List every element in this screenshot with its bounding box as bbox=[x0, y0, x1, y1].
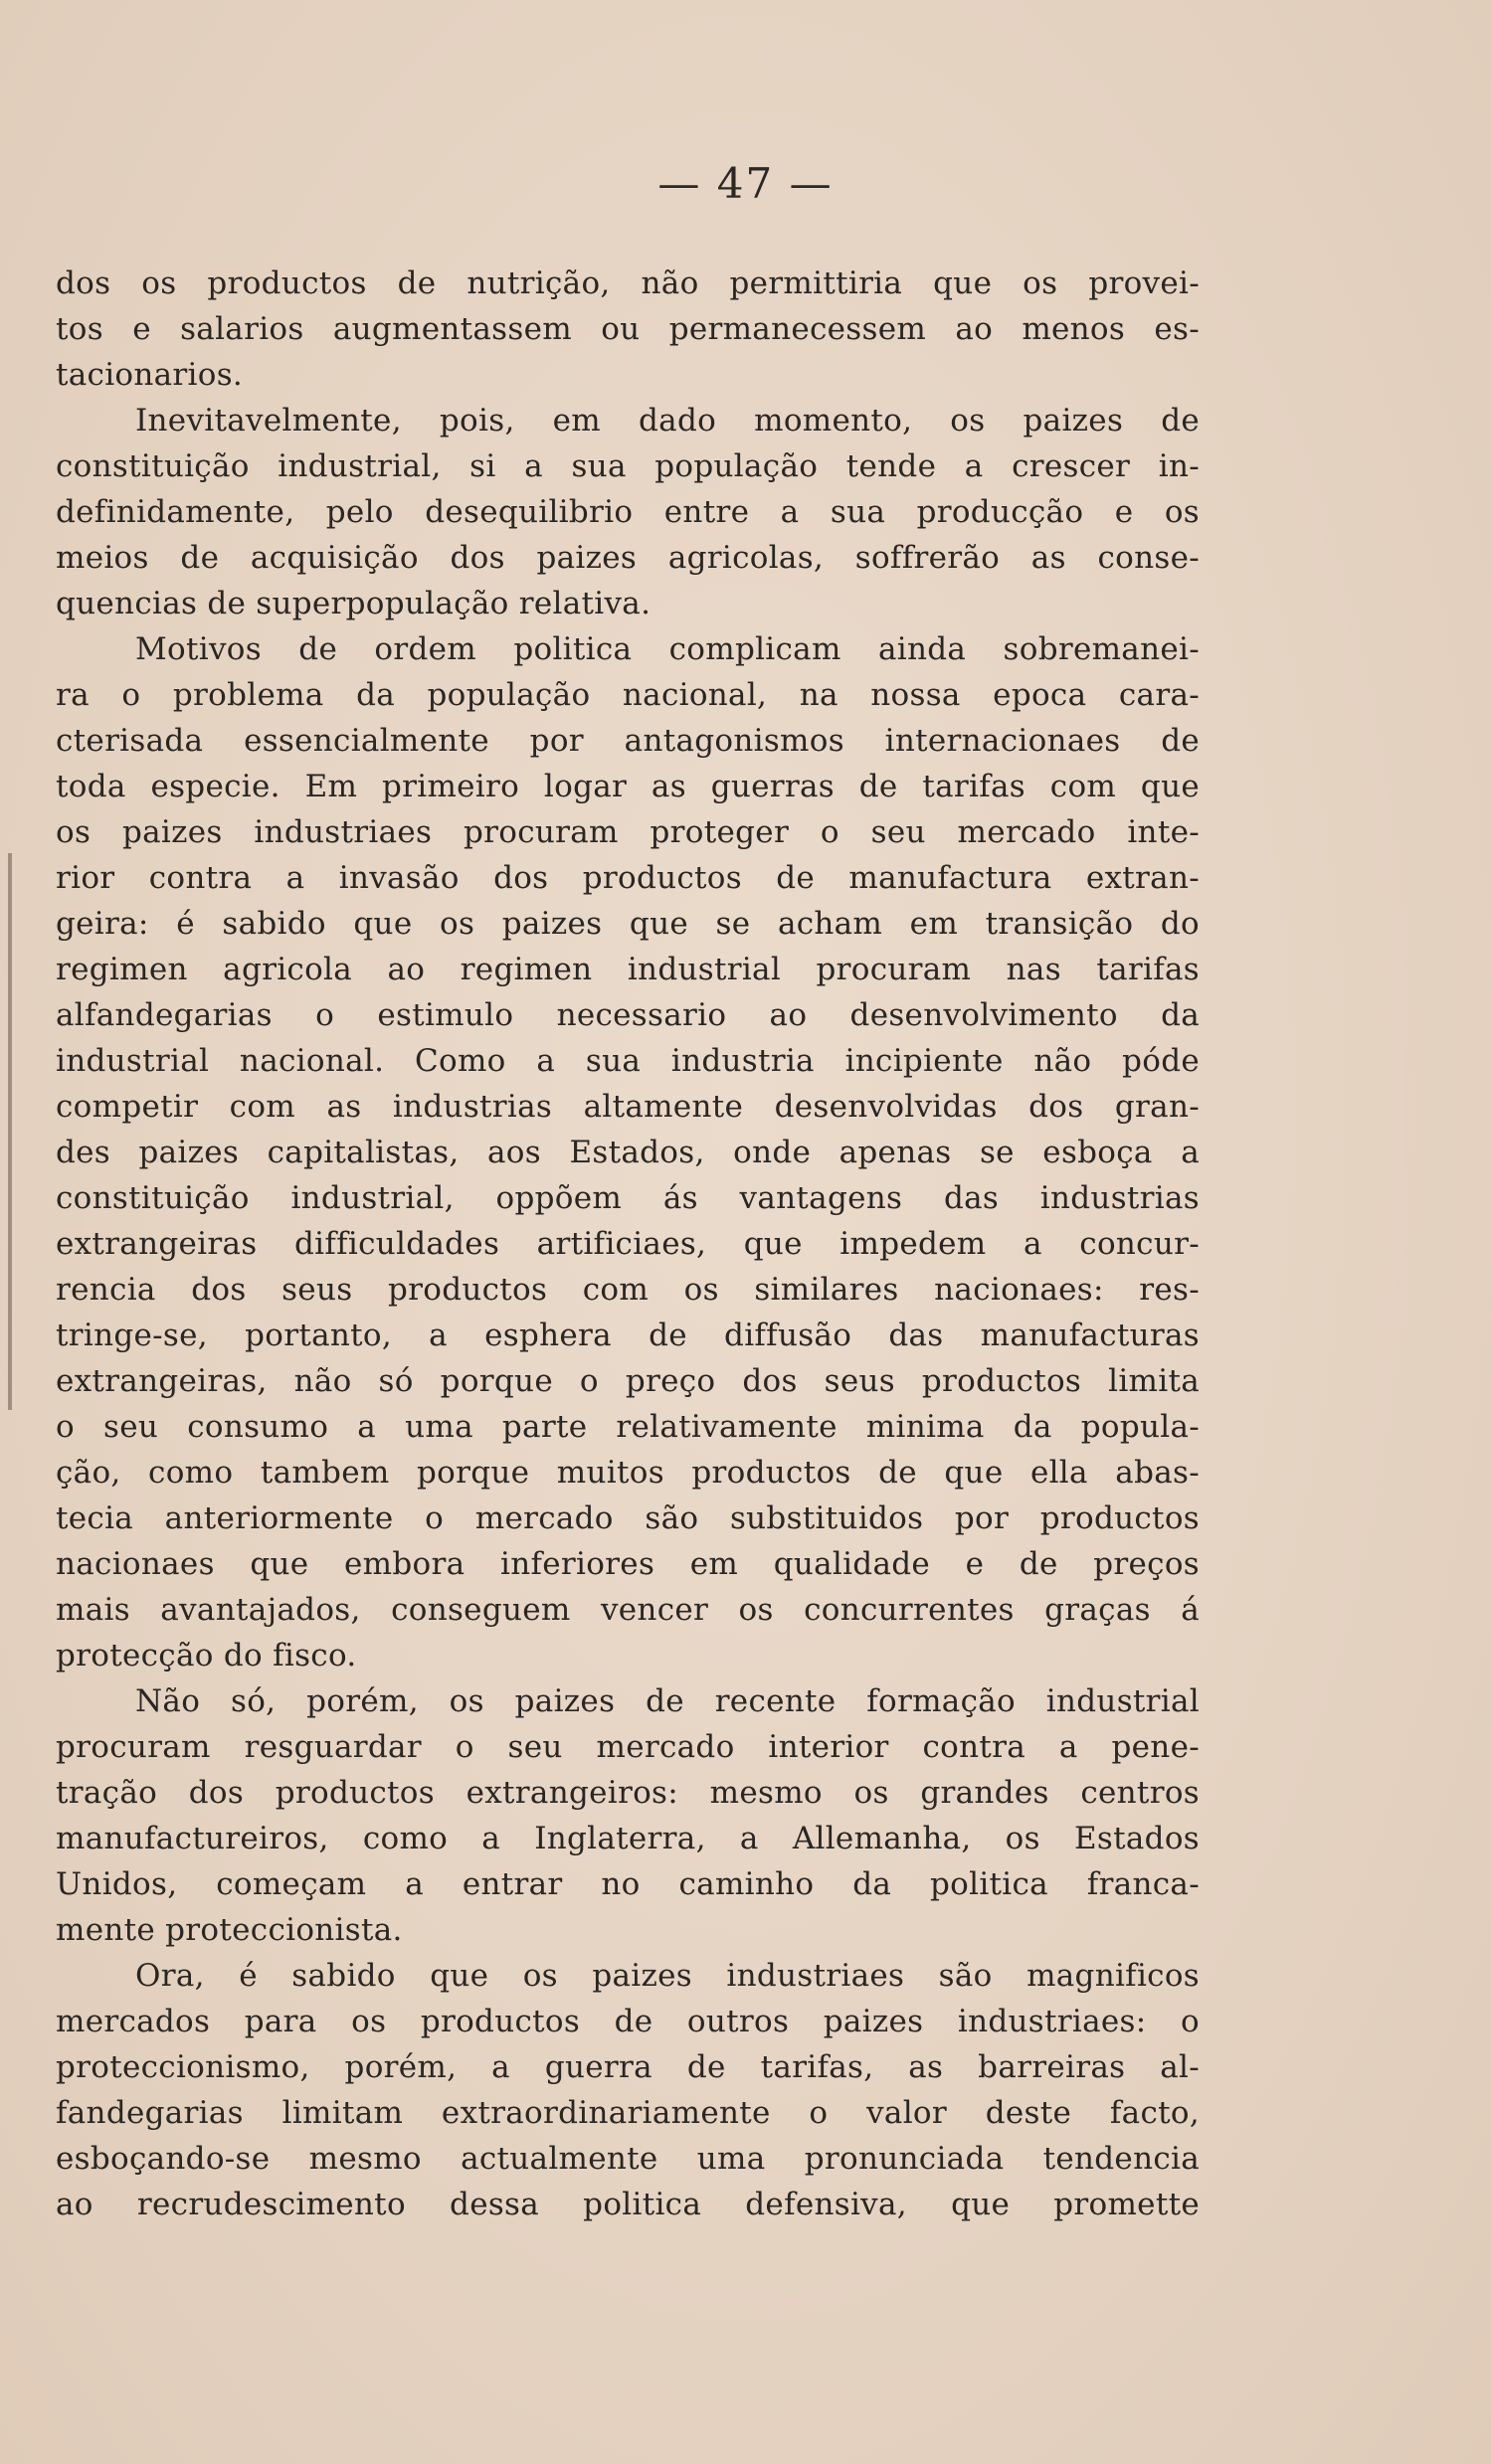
text-line: mente proteccionista. bbox=[56, 1912, 403, 1948]
text-line: os paizes industriaes procuram proteger o seu mercado inte- bbox=[56, 814, 1200, 850]
text-line: ra o problema da população nacional, na nossa epoca cara- bbox=[56, 677, 1200, 713]
text-line: protecção do fisco. bbox=[56, 1638, 357, 1673]
page-number: — 47 — bbox=[657, 159, 834, 208]
text-line: procuram resguardar o seu mercado interior contra a pene- bbox=[56, 1729, 1200, 1765]
text-line: Unidos, começam a entrar no caminho da politica franca- bbox=[56, 1866, 1200, 1902]
text-line: ção, como tambem porque muitos productos de que ella abas- bbox=[56, 1455, 1200, 1491]
text-line: manufactureiros, como a Inglaterra, a Allemanha, os Estados bbox=[56, 1821, 1200, 1856]
text-line: meios de acquisição dos paizes agricolas, soffrerão as conse- bbox=[56, 540, 1200, 576]
text-line: mais avantajados, conseguem vencer os concurrentes graças á bbox=[56, 1592, 1200, 1628]
text-line: tecia anteriormente o mercado são substituidos por productos bbox=[56, 1500, 1200, 1536]
text-line: esboçando-se mesmo actualmente uma pronunciada tendencia bbox=[56, 2141, 1200, 2177]
text-line: rencia dos seus productos com os similares nacionaes: res- bbox=[56, 1272, 1200, 1308]
text-line: tos e salarios augmentassem ou permanecessem ao menos es- bbox=[56, 311, 1200, 347]
text-line: tração dos productos extrangeiros: mesmo os grandes centros bbox=[56, 1775, 1200, 1811]
text-line: rior contra a invasão dos productos de manufactura extran- bbox=[56, 860, 1200, 896]
text-line: toda especie. Em primeiro logar as guerras de tarifas com que bbox=[56, 769, 1200, 804]
text-line: tringe-se, portanto, a esphera de diffusão das manufacturas bbox=[56, 1318, 1200, 1353]
text-line: proteccionismo, porém, a guerra de tarifas, as barreiras al- bbox=[56, 2049, 1200, 2085]
text-line: mercados para os productos de outros paizes industriaes: o bbox=[56, 2004, 1200, 2039]
text-line: constituição industrial, oppõem ás vantagens das industrias bbox=[56, 1180, 1200, 1216]
margin-mark-bar bbox=[8, 853, 12, 1410]
text-line: extrangeiras difficuldades artificiaes, que impedem a concur- bbox=[56, 1226, 1200, 1262]
margin-mark bbox=[4, 853, 14, 1410]
text-line: quencias de superpopulação relativa. bbox=[56, 586, 652, 621]
text-line: Não só, porém, os paizes de recente formação industrial bbox=[135, 1683, 1200, 1719]
text-line: definidamente, pelo desequilibrio entre a sua producção e os bbox=[56, 494, 1200, 530]
text-line: constituição industrial, si a sua população tende a crescer in- bbox=[56, 448, 1200, 484]
text-line: Motivos de ordem politica complicam ainda sobremanei- bbox=[135, 631, 1200, 667]
text-line: fandegarias limitam extraordinariamente o valor deste facto, bbox=[56, 2095, 1200, 2131]
text-line: extrangeiras, não só porque o preço dos seus productos limita bbox=[56, 1363, 1200, 1399]
text-line: industrial nacional. Como a sua industria incipiente não póde bbox=[56, 1043, 1200, 1079]
text-line: Inevitavelmente, pois, em dado momento, os paizes de bbox=[135, 403, 1200, 439]
text-line: ao recrudescimento dessa politica defensiva, que promette bbox=[56, 2187, 1200, 2222]
text-line: regimen agricola ao regimen industrial procuram nas tarifas bbox=[56, 952, 1200, 987]
text-line: o seu consumo a uma parte relativamente minima da popula- bbox=[56, 1409, 1200, 1445]
text-line: dos os productos de nutrição, não permittiria que os provei- bbox=[56, 265, 1200, 301]
text-line: alfandegarias o estimulo necessario ao desenvolvimento da bbox=[56, 997, 1200, 1033]
body-text bbox=[56, 261, 1200, 2227]
text-line: des paizes capitalistas, aos Estados, onde apenas se esboça a bbox=[56, 1135, 1200, 1170]
text-line: geira: é sabido que os paizes que se acham em transição do bbox=[56, 906, 1200, 942]
text-line: nacionaes que embora inferiores em qualidade e de preços bbox=[56, 1546, 1200, 1582]
text-line: Ora, é sabido que os paizes industriaes são magnificos bbox=[135, 1958, 1200, 1994]
text-line: cterisada essencialmente por antagonismos internacionaes de bbox=[56, 723, 1200, 759]
text-line: tacionarios. bbox=[56, 357, 244, 393]
text-line: competir com as industrias altamente desenvolvidas dos gran- bbox=[56, 1089, 1200, 1125]
